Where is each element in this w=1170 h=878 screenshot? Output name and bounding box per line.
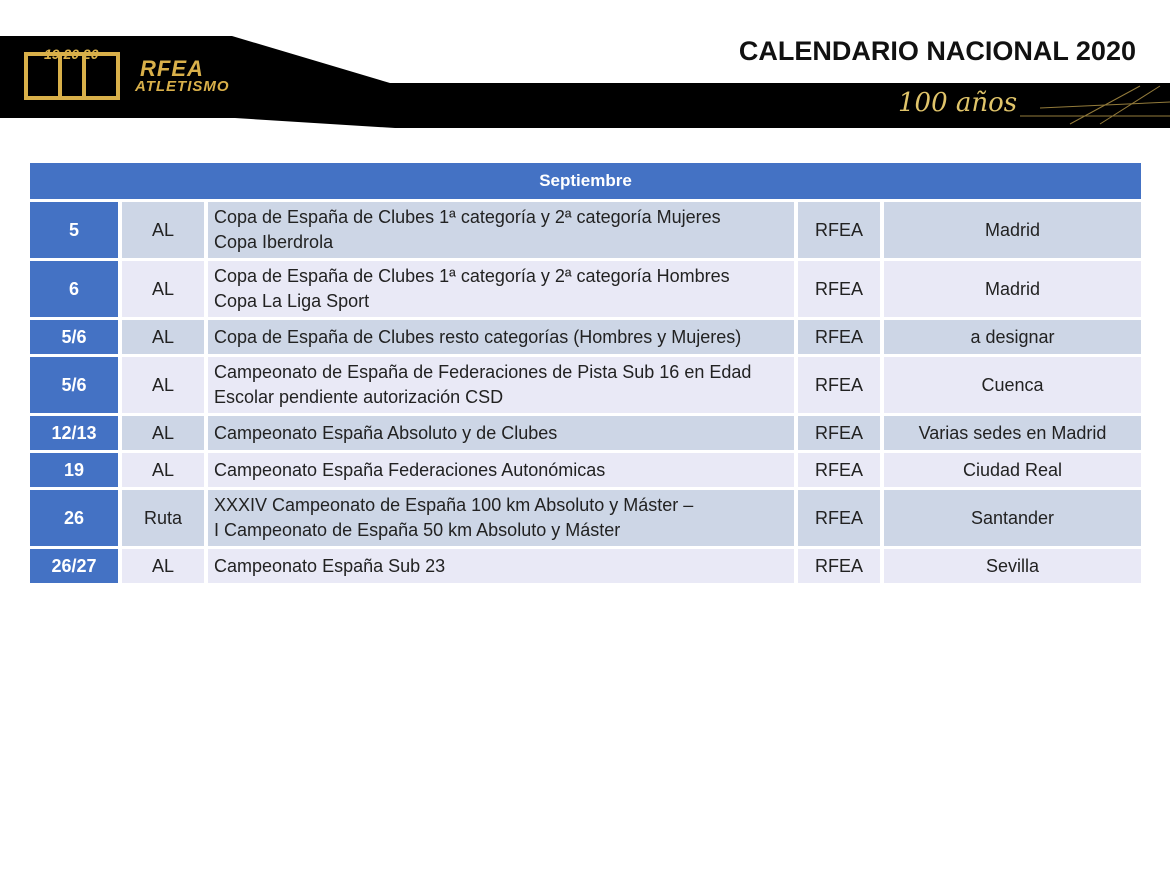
organizer-cell: RFEA xyxy=(798,490,884,546)
event-cell xyxy=(208,357,798,413)
type-cell: AL xyxy=(122,357,208,413)
table-row xyxy=(30,490,1141,546)
event-line: Copa La Liga Sport xyxy=(214,291,370,311)
event-cell xyxy=(208,453,798,487)
table-row xyxy=(30,357,1141,413)
venue-cell: Ciudad Real xyxy=(884,453,1141,487)
date-cell: 5 xyxy=(30,202,122,258)
venue-cell: Sevilla xyxy=(884,549,1141,583)
date-cell: 12/13 xyxy=(30,416,122,450)
table-row xyxy=(30,320,1141,354)
venue-cell: Madrid xyxy=(884,261,1141,317)
event-line: Copa de España de Clubes 1ª categoría y 2ª categoría Mujeres xyxy=(214,207,721,227)
event-cell xyxy=(208,202,798,258)
venue-cell: Varias sedes en Madrid xyxy=(884,416,1141,450)
event-line: Campeonato España Sub 23 xyxy=(214,555,446,576)
organizer-cell: RFEA xyxy=(798,453,884,487)
venue-cell: a designar xyxy=(884,320,1141,354)
event-line: Copa Iberdrola xyxy=(214,232,334,252)
event-line: I Campeonato de España 50 km Absoluto y Máster xyxy=(214,520,621,540)
event-cell xyxy=(208,416,798,450)
organizer-cell: RFEA xyxy=(798,416,884,450)
date-cell: 6 xyxy=(30,261,122,317)
date-cell: 26/27 xyxy=(30,549,122,583)
organizer-cell: RFEA xyxy=(798,261,884,317)
type-cell: AL xyxy=(122,320,208,354)
event-line: Campeonato España Federaciones Autonómicas xyxy=(214,459,606,480)
event-line: Escolar pendiente autorización CSD xyxy=(214,387,504,407)
organizer-cell: RFEA xyxy=(798,549,884,583)
table-row xyxy=(30,416,1141,450)
month-header: Septiembre xyxy=(30,163,1141,199)
brand-name: RFEA xyxy=(140,56,204,81)
type-cell: AL xyxy=(122,261,208,317)
type-cell: AL xyxy=(122,416,208,450)
date-cell: 19 xyxy=(30,453,122,487)
table-row xyxy=(30,261,1141,317)
organizer-cell: RFEA xyxy=(798,357,884,413)
type-cell: Ruta xyxy=(122,490,208,546)
table-row xyxy=(30,202,1141,258)
date-cell: 5/6 xyxy=(30,320,122,354)
event-line: Campeonato España Absoluto y de Clubes xyxy=(214,422,558,443)
event-line: Copa de España de Clubes resto categorías (Hombres y Mujeres) xyxy=(214,326,742,347)
venue-cell: Santander xyxy=(884,490,1141,546)
type-cell: AL xyxy=(122,202,208,258)
organizer-cell: RFEA xyxy=(798,202,884,258)
table-row xyxy=(30,549,1141,583)
event-cell xyxy=(208,549,798,583)
date-cell: 26 xyxy=(30,490,122,546)
event-line: XXXIV Campeonato de España 100 km Absoluto y Máster – xyxy=(214,495,694,515)
logo-years: 19 20 20 xyxy=(44,46,99,62)
table-row xyxy=(30,453,1141,487)
event-cell xyxy=(208,320,798,354)
date-cell: 5/6 xyxy=(30,357,122,413)
event-cell xyxy=(208,490,798,546)
event-line: Campeonato de España de Federaciones de Pista Sub 16 en Edad xyxy=(214,362,752,382)
type-cell: AL xyxy=(122,549,208,583)
venue-cell: Madrid xyxy=(884,202,1141,258)
event-line: Copa de España de Clubes 1ª categoría y 2ª categoría Hombres xyxy=(214,266,730,286)
organizer-cell: RFEA xyxy=(798,320,884,354)
event-cell xyxy=(208,261,798,317)
brand-subtitle: ATLETISMO xyxy=(135,78,230,95)
venue-cell: Cuenca xyxy=(884,357,1141,413)
calendar-table xyxy=(30,160,1141,586)
anniversary-label: 100 años xyxy=(898,88,1018,118)
type-cell: AL xyxy=(122,453,208,487)
page-title: CALENDARIO NACIONAL 2020 xyxy=(738,36,1136,66)
